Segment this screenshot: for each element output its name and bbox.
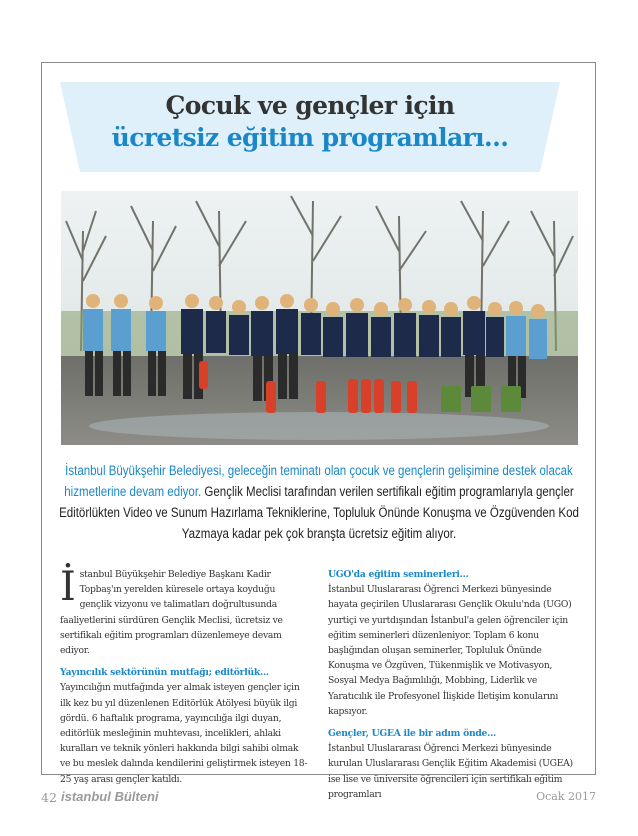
article-lead	[49, 460, 589, 544]
section-heading-ugea: Gençler, UGEA ile bir adım önde...	[328, 728, 496, 740]
article-title	[60, 90, 560, 154]
title-line-1: Çocuk ve gençler için	[165, 91, 455, 120]
section-text-ugea: İstanbul Uluslararası Öğrenci Merkezi bünyesinde kurulan Uluslararası Gençlik Eğitim Akademisi (UGEA) ise lise ve üniversite öğrencileri için sertifikalı eğitim programları	[328, 743, 573, 800]
drop-cap: İ	[60, 564, 76, 610]
section-text-editorluk: Yayıncılığın mutfağında yer almak isteyen gençler için ilk kez bu yıl düzenlenen Editörlük Atölyesi büyük ilgi gördü. 6 haftalık programa, yayıncılığa ilgi duyan, editörlük mesleğinin muhtevası, incelikleri, ahlaki kuralları ve teknik yönleri hakkında bilgi sahibi olmak ve bu meslek dalında kendilerini geliştirmek isteyen 18-25 yaş arası gençler katıldı.	[60, 682, 308, 785]
intro-paragraph	[60, 564, 308, 658]
publication-name: istanbul Bülteni	[61, 789, 159, 804]
column-right	[328, 567, 578, 802]
column-left	[60, 564, 308, 787]
lead-text: Gençlik Meclisi tarafından verilen sertifikalı eğitim programlarıyla gençler Editörlükten Video ve Sunum Hazırlama Tekniklerine, Topluluk Önünde Konuşma ve Özgüvenden Kod Yazmaya kadar pek çok branşta ücretsiz eğitim alıyor.	[59, 484, 579, 541]
section-text-ugo: İstanbul Uluslararası Öğrenci Merkezi bünyesinde hayata geçirilen Uluslararası Gençlik Okulu'nda (UGO) yurtiçi ve yurtdışından İstanbul'a gelen öğrenciler için eğitim seminerleri düzenleniyor. Toplam 6 konu başlığından oluşan seminerler, Topluluk Önünde Konuşma ve Özgüven, Tükenmişlik ve Motivasyon, Sosyal Medya Bağımlılığı, Mobbing, Liderlik ve Yaratıcılık ile Profesyonel İlişkide İletişim konularını kapsıyor.	[328, 584, 572, 717]
lead-highlight: İstanbul Büyükşehir Belediyesi, geleceğin teminatı olan çocuk ve gençlerin gelişimine destek olacak hizmetlerine devam ediyor.	[64, 463, 573, 499]
intro-text: stanbul Büyükşehir Belediye Başkanı Kadir Topbaş'ın yerelden küresele ortaya koyduğu gençlik vizyonu ve talimatları doğrultusunda faaliyetlerini sürdüren Gençlik Meclisi, ücretsiz ve sertifikalı eğitim programları düzenlemeye devam ediyor.	[60, 569, 283, 657]
page-number: 42	[41, 790, 57, 805]
group-photo	[61, 191, 578, 445]
group-photo-image	[61, 191, 578, 445]
section-heading-editorluk: Yayıncılık sektörünün mutfağı; editörlük...	[60, 667, 269, 679]
issue-date: Ocak 2017	[536, 790, 596, 803]
title-line-2: ücretsiz eğitim programları...	[111, 123, 509, 152]
page-footer	[41, 790, 596, 808]
section-heading-ugo: UGO'da eğitim seminerleri...	[328, 569, 469, 580]
